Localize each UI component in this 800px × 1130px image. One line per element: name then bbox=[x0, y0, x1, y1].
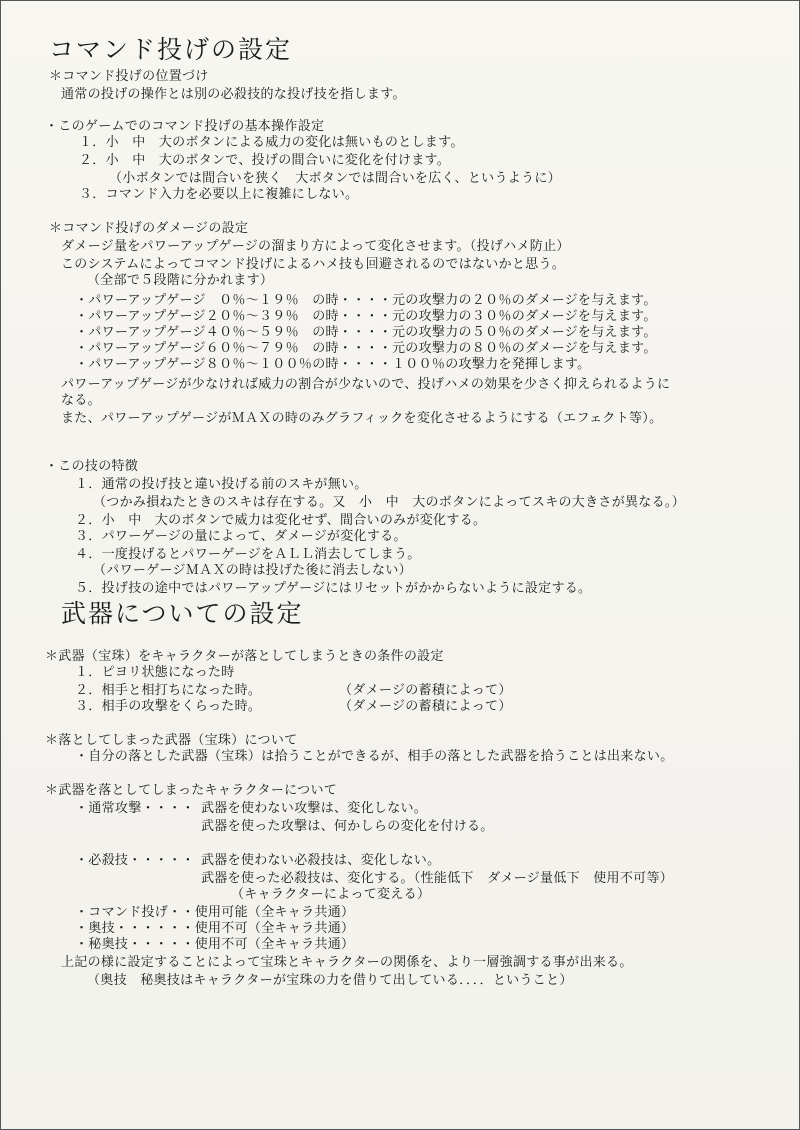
features-heading: ・この技の特徴 bbox=[45, 459, 139, 474]
move-availability: ・コマンド投げ・・使用可能（全キャラ共通） bbox=[75, 905, 355, 920]
basic-item-note: （小ボタンでは間合いを狭く 大ボタンでは間合いを広く、というように） bbox=[109, 171, 561, 186]
feature-item: ５．投げ技の途中ではパワーアップゲージにはリセットがかからないように設定する。 bbox=[75, 581, 592, 596]
special-move-label: ・必殺技・・・・・ bbox=[75, 853, 195, 868]
drop-heading: ＊武器（宝珠）をキャラクターが落としてしまうときの条件の設定 bbox=[45, 649, 444, 664]
feature-item: ２．小 中 大のボタンで威力は変化せず、間合いのみが変化する。 bbox=[75, 513, 487, 528]
damage-level: ・パワーアップゲージ８０％～１００％の時・・・・１００％の攻撃力を発揮します。 bbox=[75, 357, 591, 372]
positioning-heading: ＊コマンド投げの位置づけ bbox=[49, 69, 209, 84]
drop-item-note: （ダメージの蓄積によって） bbox=[339, 683, 512, 698]
drop-item: ３．相手の攻撃をくらった時。 bbox=[75, 699, 262, 714]
damage-note: パワーアップゲージが少なければ威力の割合が少ないので、投げハメの効果を少さく抑えられるように bbox=[61, 377, 671, 392]
drop-item: １．ピヨリ状態になった時 bbox=[75, 665, 235, 680]
feature-item: ３．パワーゲージの量によって、ダメージが変化する。 bbox=[75, 529, 407, 544]
damage-line: このシステムによってコマンド投げによるハメ技も回避されるのではないかと思う。 bbox=[61, 257, 566, 272]
character-heading: ＊武器を落としてしまったキャラクターについて bbox=[45, 783, 338, 798]
move-availability: ・奥技・・・・・・使用不可（全キャラ共通） bbox=[75, 921, 355, 936]
normal-attack-line: 武器を使った攻撃は、何かしらの変化を付ける。 bbox=[201, 819, 494, 834]
damage-level: ・パワーアップゲージ４０％～５９％ の時・・・・元の攻撃力の５０％のダメージを与えます。 bbox=[75, 325, 657, 340]
damage-level: ・パワーアップゲージ６０％～７９％ の時・・・・元の攻撃力の８０％のダメージを与えます。 bbox=[75, 341, 657, 356]
damage-line: （全部で５段階に分かれます） bbox=[87, 273, 274, 288]
normal-attack-label: ・通常攻撃・・・・ bbox=[75, 801, 195, 816]
feature-item: １．通常の投げ技と違い投げる前のスキが無い。 bbox=[75, 477, 368, 492]
special-move-line: 武器を使わない必殺技は、変化しない。 bbox=[201, 853, 441, 868]
drop-item-note: （ダメージの蓄積によって） bbox=[339, 699, 512, 714]
damage-note: なる。 bbox=[61, 393, 101, 408]
damage-level: ・パワーアップゲージ ０％～１９％ の時・・・・元の攻撃力の２０％のダメージを与えます。 bbox=[75, 293, 657, 308]
basic-item: ２．小 中 大のボタンで、投げの間合いに変化を付けます。 bbox=[79, 153, 451, 168]
basic-item: ３．コマンド入力を必要以上に複雑にしない。 bbox=[79, 187, 359, 202]
damage-level: ・パワーアップゲージ２０％～３９％ の時・・・・元の攻撃力の３０％のダメージを与えます。 bbox=[75, 309, 657, 324]
basic-item: １．小 中 大のボタンによる威力の変化は無いものとします。 bbox=[79, 135, 464, 150]
section-title-weapons: 武器についての設定 bbox=[61, 599, 304, 628]
basic-ops-heading: ・このゲームでのコマンド投げの基本操作設定 bbox=[45, 119, 325, 134]
summary-note: （奥技 秘奥技はキャラクターが宝珠の力を借りて出している．．．．ということ） bbox=[87, 973, 573, 988]
section-title-command-throw: コマンド投げの設定 bbox=[49, 35, 293, 64]
special-move-note: （キャラクターによって変える） bbox=[231, 887, 431, 902]
normal-attack-line: 武器を使わない攻撃は、変化しない。 bbox=[201, 801, 428, 816]
damage-heading: ＊コマンド投げのダメージの設定 bbox=[49, 221, 249, 236]
feature-item-note: （パワーゲージＭＡＸの時は投げた後に消去しない） bbox=[93, 563, 412, 578]
move-availability: ・秘奥技・・・・・使用不可（全キャラ共通） bbox=[75, 937, 355, 952]
damage-note: また、パワーアップゲージがＭＡＸの時のみグラフィックを変化させるようにする（エフェクト等）。 bbox=[61, 411, 663, 426]
drop-item: ２．相手と相打ちになった時。 bbox=[75, 683, 262, 698]
summary-line: 上記の様に設定することによって宝珠とキャラクターの関係を、より一層強調する事が出来る。 bbox=[61, 955, 633, 970]
feature-item: ４．一度投げるとパワーゲージをＡＬＬ消去してしまう。 bbox=[75, 547, 421, 562]
damage-line: ダメージ量をパワーアップゲージの溜まり方によって変化させます。（投げハメ防止） bbox=[61, 239, 570, 254]
positioning-text: 通常の投げの操作とは別の必殺技的な投げ技を指します。 bbox=[61, 87, 406, 102]
dropped-weapon-heading: ＊落としてしまった武器（宝珠）について bbox=[45, 733, 298, 748]
special-move-line: 武器を使った必殺技は、変化する。（性能低下 ダメージ量低下 使用不可等） bbox=[201, 871, 674, 886]
feature-item-note: （つかみ損ねたときのスキは存在する。又 小 中 大のボタンによってスキの大きさが異なる。） bbox=[93, 495, 686, 510]
dropped-weapon-text: ・自分の落とした武器（宝珠）は拾うことができるが、相手の落とした武器を拾うことは出来ない。 bbox=[75, 749, 674, 764]
